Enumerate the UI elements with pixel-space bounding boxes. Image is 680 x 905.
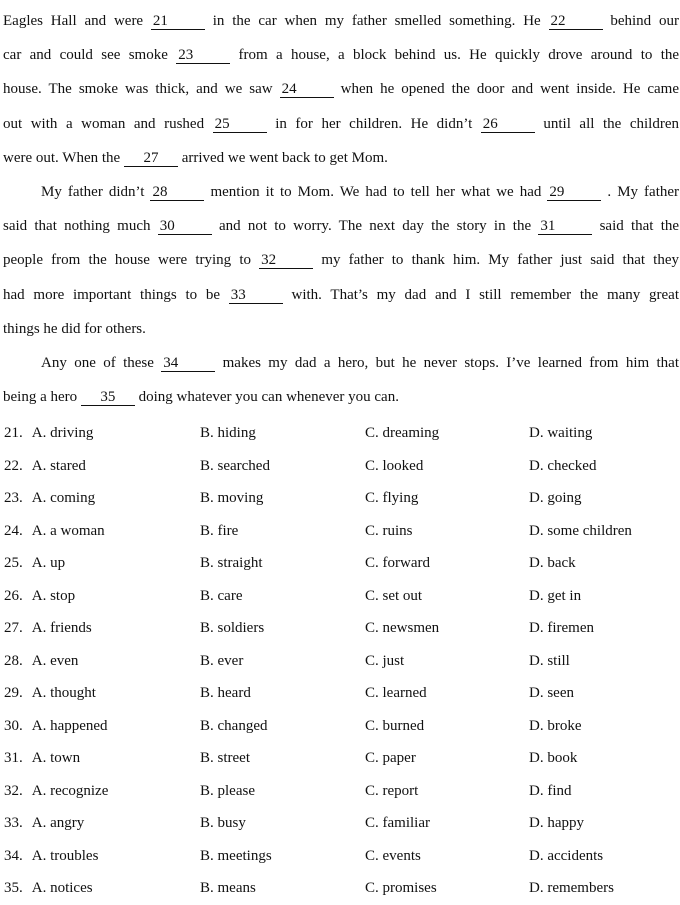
question-number-and-option-a xyxy=(4,515,105,548)
option-d[interactable]: D. find xyxy=(529,782,572,799)
option-d[interactable]: D. accidents xyxy=(529,847,604,864)
question-number: 23. xyxy=(4,490,23,506)
option-d[interactable]: D. some children xyxy=(529,522,632,539)
answer-blank: 30 xyxy=(158,219,212,235)
option-a[interactable]: A. town xyxy=(31,750,81,766)
answer-blank: 23 xyxy=(176,48,230,64)
question-number: 27. xyxy=(4,620,23,636)
passage-text: My father didn’t xyxy=(41,183,151,200)
passage-text: arrived we went back to get Mom. xyxy=(181,149,388,166)
passage-text: until all the children xyxy=(543,115,679,132)
question-row xyxy=(4,710,680,743)
option-c[interactable]: C. looked xyxy=(365,457,424,474)
passage-text: when he opened the door and went inside. He came xyxy=(340,81,679,98)
passage-line xyxy=(3,175,679,209)
option-a[interactable]: A. coming xyxy=(31,490,96,506)
option-c[interactable]: C. learned xyxy=(365,685,427,701)
answer-options xyxy=(4,417,680,905)
answer-blank: 26 xyxy=(481,117,535,133)
passage-text: makes my dad a hero, but he never stops. I’ve learned from him that xyxy=(222,354,679,371)
question-number-and-option-a xyxy=(4,482,95,515)
passage-line xyxy=(3,72,679,106)
question-number: 34. xyxy=(4,847,23,864)
question-number: 26. xyxy=(4,587,23,604)
option-c[interactable]: C. just xyxy=(365,652,405,669)
passage-text: in the car when my father smelled something. He xyxy=(212,13,549,29)
option-c[interactable]: C. set out xyxy=(365,587,423,604)
question-row xyxy=(4,645,680,678)
question-row xyxy=(4,515,680,548)
option-d[interactable]: D. get in xyxy=(529,587,582,604)
question-row xyxy=(4,482,680,515)
question-row xyxy=(4,612,680,645)
passage-line xyxy=(3,243,679,277)
question-number-and-option-a xyxy=(4,580,75,613)
question-number: 31. xyxy=(4,750,23,766)
option-b[interactable]: B. moving xyxy=(200,490,264,506)
question-row xyxy=(4,775,680,808)
option-a[interactable]: A. stop xyxy=(31,587,76,604)
question-row xyxy=(4,807,680,840)
option-b[interactable]: B. means xyxy=(200,880,256,896)
answer-blank: 21 xyxy=(151,14,205,30)
passage-text: said that the xyxy=(599,218,679,235)
question-row xyxy=(4,677,680,710)
passage-text: in for her children. He didn’t xyxy=(275,115,481,132)
option-d[interactable]: D. waiting xyxy=(529,425,593,441)
passage-text: had more important things to be xyxy=(3,286,229,303)
passage-text: Eagles Hall and were xyxy=(3,13,151,29)
option-a[interactable]: A. troubles xyxy=(31,847,99,864)
option-c[interactable]: C. events xyxy=(365,847,421,864)
option-a[interactable]: A. driving xyxy=(31,425,94,441)
passage-line xyxy=(3,278,679,312)
option-b[interactable]: B. hiding xyxy=(200,425,256,441)
passage-text: from a house, a block behind us. He quickly drove around to the xyxy=(238,47,679,64)
answer-blank: 29 xyxy=(547,185,601,201)
passage-text: . My father xyxy=(607,183,679,200)
passage-text: being a hero xyxy=(3,389,81,406)
passage-text: were out. When the xyxy=(3,149,124,166)
question-number-and-option-a xyxy=(4,840,98,873)
passage-line xyxy=(3,346,679,380)
question-number-and-option-a xyxy=(4,547,65,580)
option-d[interactable]: D. remembers xyxy=(529,880,614,896)
option-b[interactable]: B. care xyxy=(200,587,243,604)
question-number: 35. xyxy=(4,880,23,896)
answer-blank: 24 xyxy=(280,82,334,98)
passage-text: things he did for others. xyxy=(3,320,146,337)
passage-text: said that nothing much xyxy=(3,218,158,235)
option-c[interactable]: C. familiar xyxy=(365,815,430,831)
option-d[interactable]: D. back xyxy=(529,555,576,571)
option-c[interactable]: C. report xyxy=(365,782,419,799)
passage-line xyxy=(3,380,679,414)
option-b[interactable]: B. heard xyxy=(200,685,251,701)
option-d[interactable]: D. broke xyxy=(529,717,582,734)
question-number: 30. xyxy=(4,717,23,734)
question-number: 29. xyxy=(4,685,23,701)
question-number: 24. xyxy=(4,522,23,539)
answer-blank: 34 xyxy=(161,356,215,372)
answer-blank: 32 xyxy=(259,253,313,269)
option-a[interactable]: A. even xyxy=(31,652,79,669)
question-row xyxy=(4,872,680,905)
option-d[interactable]: D. firemen xyxy=(529,620,594,636)
question-number-and-option-a xyxy=(4,742,80,775)
option-a[interactable]: A. recognize xyxy=(31,782,109,799)
passage-text: and not to worry. The next day the story in the xyxy=(218,218,539,235)
question-row xyxy=(4,840,680,873)
question-number-and-option-a xyxy=(4,677,96,710)
option-d[interactable]: D. happy xyxy=(529,815,584,831)
answer-blank: 25 xyxy=(213,117,267,133)
passage-text: house. The smoke was thick, and we saw xyxy=(3,81,280,98)
option-c[interactable]: C. newsmen xyxy=(365,620,440,636)
answer-blank: 22 xyxy=(549,14,603,30)
passage-text: car and could see smoke xyxy=(3,47,177,64)
option-a[interactable]: A. friends xyxy=(31,620,92,636)
option-b[interactable]: B. street xyxy=(200,750,250,766)
passage-text: out with a woman and rushed xyxy=(3,115,213,132)
option-a[interactable]: A. up xyxy=(31,555,66,571)
question-number-and-option-a xyxy=(4,872,93,905)
option-c[interactable]: C. burned xyxy=(365,717,425,734)
answer-blank: 28 xyxy=(150,185,204,201)
answer-blank: 31 xyxy=(538,219,592,235)
question-number: 32. xyxy=(4,782,23,799)
option-d[interactable]: D. going xyxy=(529,490,582,506)
question-number: 25. xyxy=(4,555,23,571)
option-c[interactable]: C. promises xyxy=(365,880,437,896)
passage-text: doing whatever you can whenever you can. xyxy=(138,389,399,406)
option-c[interactable]: C. ruins xyxy=(365,522,413,539)
question-number-and-option-a xyxy=(4,612,92,645)
passage-line xyxy=(3,38,679,72)
option-b[interactable]: B. ever xyxy=(200,652,244,669)
passage-line xyxy=(3,141,679,175)
option-c[interactable]: C. dreaming xyxy=(365,425,440,441)
option-a[interactable]: A. notices xyxy=(31,880,93,896)
question-number-and-option-a xyxy=(4,775,108,808)
question-number: 28. xyxy=(4,652,23,669)
question-number: 33. xyxy=(4,815,23,831)
option-a[interactable]: A. a woman xyxy=(31,522,105,539)
question-number: 21. xyxy=(4,425,23,441)
passage-text: mention it to Mom. We had to tell her what we had xyxy=(210,183,548,200)
option-b[interactable]: B. busy xyxy=(200,815,246,831)
option-d[interactable]: D. still xyxy=(529,652,570,669)
option-b[interactable]: B. meetings xyxy=(200,847,272,864)
passage-text: behind our xyxy=(610,13,679,29)
passage-line xyxy=(3,107,679,141)
option-c[interactable]: C. forward xyxy=(365,555,430,571)
option-b[interactable]: B. fire xyxy=(200,522,239,539)
cloze-passage xyxy=(3,4,679,414)
option-c[interactable]: C. paper xyxy=(365,750,416,766)
question-number-and-option-a xyxy=(4,645,78,678)
option-d[interactable]: D. book xyxy=(529,750,578,766)
option-b[interactable]: B. searched xyxy=(200,457,270,474)
passage-text: with. That’s my dad and I still remember the many great xyxy=(291,286,679,303)
question-row xyxy=(4,450,680,483)
option-a[interactable]: A. thought xyxy=(31,685,96,701)
passage-text: Any one of these xyxy=(41,354,162,371)
option-c[interactable]: C. flying xyxy=(365,490,419,506)
passage-text: people from the house were trying to xyxy=(3,252,260,269)
question-row xyxy=(4,580,680,613)
option-a[interactable]: A. stared xyxy=(31,457,86,474)
question-number-and-option-a xyxy=(4,417,93,450)
answer-blank: 27 xyxy=(124,151,178,167)
passage-line xyxy=(3,312,679,346)
option-b[interactable]: B. changed xyxy=(200,717,268,734)
option-a[interactable]: A. happened xyxy=(31,717,108,734)
passage-text: my father to thank him. My father just said that they xyxy=(321,252,679,269)
question-number-and-option-a xyxy=(4,450,86,483)
answer-blank: 35 xyxy=(81,390,135,406)
question-row xyxy=(4,417,680,450)
question-row xyxy=(4,547,680,580)
question-number-and-option-a xyxy=(4,710,108,743)
question-row xyxy=(4,742,680,775)
option-b[interactable]: B. straight xyxy=(200,555,263,571)
option-d[interactable]: D. seen xyxy=(529,685,574,701)
passage-line xyxy=(3,4,679,38)
option-b[interactable]: B. please xyxy=(200,782,255,799)
question-number: 22. xyxy=(4,457,23,474)
option-d[interactable]: D. checked xyxy=(529,457,597,474)
answer-blank: 33 xyxy=(229,288,283,304)
question-number-and-option-a xyxy=(4,807,84,840)
passage-line xyxy=(3,209,679,243)
option-b[interactable]: B. soldiers xyxy=(200,620,265,636)
option-a[interactable]: A. angry xyxy=(31,815,85,831)
